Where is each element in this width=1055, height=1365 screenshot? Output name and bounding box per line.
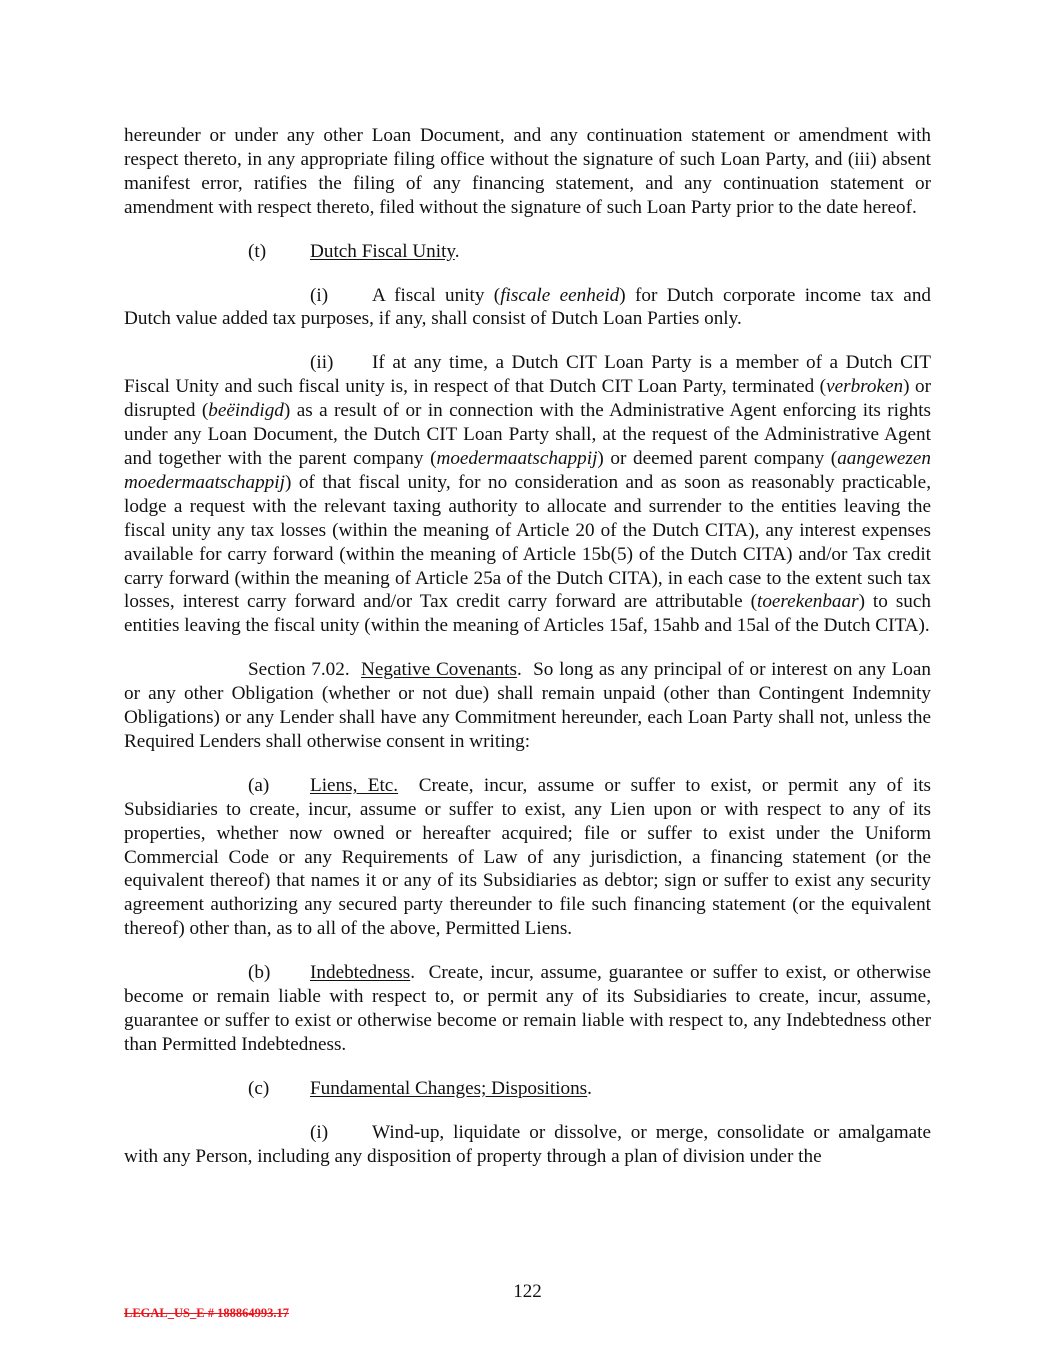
section-7-02 bbox=[124, 658, 931, 754]
clause-text: Create, incur, assume or suffer to exist, or permit any of its Subsidiaries to create, incur, assume or suffer to exist, any Lien upon or with respect to any of its properties, whether now owned or hereafter acquired; file or suffer to exist under the Uniform Commercial Code or any Requirements of Law of any jurisdiction, a financing statement (or the equivalent thereof) that names it or any of its Subsidiaries as debtor; sign or suffer to exist any security agreement authorizing any secured party thereunder to file such financing statement (or the equivalent thereof) other than, as to all of the above, Permitted Liens. bbox=[124, 774, 932, 940]
item-text: If at any time, a Dutch CIT Loan Party is a member of a Dutch CIT Fiscal Unity and such fiscal unity is, in respect of that Dutch CIT Loan Party, terminated ( bbox=[124, 352, 931, 398]
clause-a bbox=[124, 774, 931, 941]
item-label: (i) bbox=[310, 284, 329, 306]
item-text: ) to such entities leaving the fiscal unity (within the meaning of Articles 15af, 15ahb and 15al of the Dutch CITA). bbox=[124, 591, 931, 637]
italic-term: toerekenbaar bbox=[756, 591, 859, 613]
clause-title-suffix: . bbox=[410, 962, 415, 984]
clause-b bbox=[124, 961, 931, 1057]
item-label: (i) bbox=[310, 1121, 329, 1143]
clause-text: Create, incur, assume, guarantee or suffer to exist, or otherwise become or remain liable with respect to, or permit any of its Subsidiaries to create, incur, assume, guarantee or suffer to exist or otherwise become or remain liable with respect to, any Indebtedness other than Permitted Indebtedness. bbox=[124, 962, 931, 1055]
item-text: ) for Dutch corporate income tax and Dutch value added tax purposes, if any, shall consist of Dutch Loan Parties only. bbox=[124, 284, 932, 330]
italic-term: verbroken bbox=[826, 376, 904, 398]
section-text: So long as any principal of or interest on any Loan or any other Obligation (whether or not due) shall remain unpaid (other than Contingent Indemnity Obligations) or any Lender shall have any Commitment hereunder, each Loan Party shall not, unless the Required Lenders shall otherwise consent in writing: bbox=[124, 659, 931, 752]
section-number: Section 7.02. bbox=[248, 659, 350, 681]
clause-c-heading bbox=[124, 1077, 931, 1101]
document-page bbox=[124, 124, 931, 1189]
section-t-title-suffix: . bbox=[454, 240, 460, 262]
italic-term: fiscale eenheid bbox=[500, 284, 620, 306]
document-id: LEGAL_US_E # 188864993.17 bbox=[124, 1306, 289, 1320]
italic-term: aangewezen moedermaatschappij bbox=[124, 447, 931, 493]
italic-term: beëindigd bbox=[208, 400, 284, 422]
item-text: ) of that fiscal unity, for no consideration and as soon as reasonably practicable, lodge a request with the relevant taxing authority to allocate and surrender to the entities leaving the fiscal unity any tax losses (within the meaning of Article 20 of the Dutch CITA), any interest expenses available for carry forward (within the meaning of Article 15b(5) of the Dutch CITA) and/or Tax credit carry forward (within the meaning of Article 25a of the Dutch CITA), in each case to the extent such tax losses, interest carry forward and/or Tax credit carry forward are attributable ( bbox=[124, 471, 931, 613]
page-number: 122 bbox=[513, 1281, 542, 1302]
section-t-item-i bbox=[124, 284, 931, 332]
clause-c-item-i bbox=[124, 1121, 931, 1169]
clause-label: (a) bbox=[248, 774, 270, 796]
section-t-title: Dutch Fiscal Unity bbox=[310, 240, 455, 262]
italic-term: moedermaatschappij bbox=[436, 447, 598, 469]
clause-label: (c) bbox=[248, 1077, 270, 1099]
section-t-item-ii bbox=[124, 351, 931, 638]
item-text: A fiscal unity ( bbox=[372, 284, 501, 306]
item-text: ) or deemed parent company ( bbox=[597, 447, 838, 469]
clause-title: Fundamental Changes; Dispositions bbox=[310, 1077, 588, 1099]
clause-title: Liens, Etc. bbox=[310, 774, 399, 796]
section-title: Negative Covenants bbox=[361, 659, 517, 681]
clause-title-suffix: . bbox=[587, 1077, 592, 1099]
clause-title: Indebtedness bbox=[310, 962, 411, 984]
item-text: ) as a result of or in connection with the Administrative Agent enforcing its rights under any Loan Document, the Dutch CIT Loan Party shall, at the request of the Administrative Agent and together with the parent company ( bbox=[124, 400, 931, 469]
section-t-heading bbox=[124, 240, 931, 264]
clause-label: (b) bbox=[248, 962, 271, 984]
continuation-paragraph: hereunder or under any other Loan Document, and any continuation statement or amendment with respect thereto, in any appropriate filing office without the signature of such Loan Party, and (iii) absent manifest error, ratifies the filing of any financing statement, and any continuation statement or amendment with respect thereto, filed without the signature of such Loan Party prior to the date hereof. bbox=[124, 125, 931, 218]
item-text: ) or disrupted ( bbox=[124, 376, 932, 422]
item-label: (ii) bbox=[310, 352, 334, 374]
section-title-suffix: . bbox=[516, 659, 522, 681]
item-text: Wind-up, liquidate or dissolve, or merge, consolidate or amalgamate with any Person, including any disposition of property through a plan of division under the bbox=[124, 1121, 931, 1167]
section-t-label: (t) bbox=[248, 240, 267, 262]
